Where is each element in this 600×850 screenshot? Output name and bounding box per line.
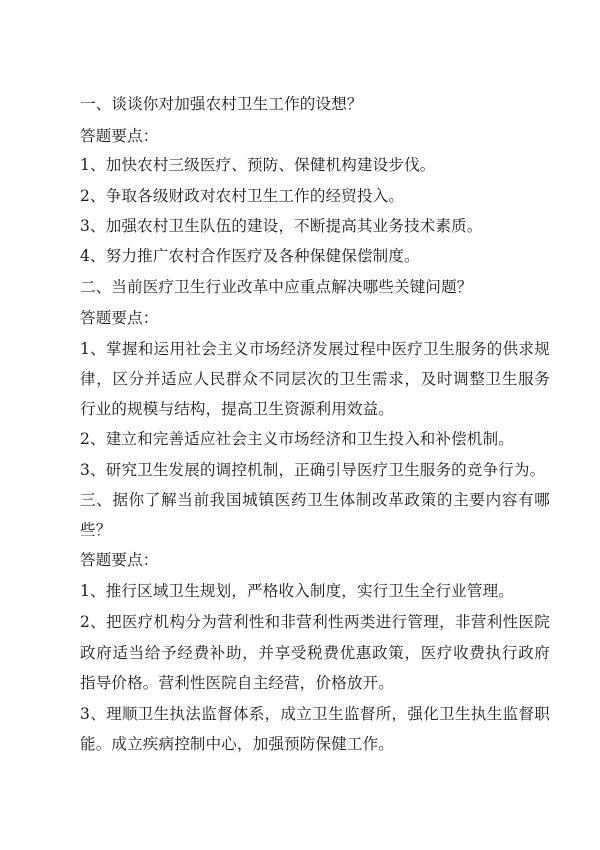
question-3-title-line-1: 三、据你了解当前我国城镇医药卫生体制改革政策的主要内容有哪 (80, 491, 550, 509)
question-3-answer-label: 答题要点： (80, 551, 159, 569)
question-1-point-1: 1、加快农村三级医疗、预防、保健机构建设步伐。 (80, 156, 436, 174)
question-1-title: 一、谈谈你对加强农村卫生工作的设想？ (80, 95, 363, 113)
question-1-point-4: 4、努力推广农村合作医疗及各种保健保偿制度。 (80, 247, 420, 265)
question-2-point-1-line-1: 1、掌握和运用社会主义市场经济发展过程中医疗卫生服务的供求规 (80, 340, 550, 358)
question-2-point-2: 2、建立和完善适应社会主义市场经济和卫生投入和补偿机制。 (80, 430, 514, 448)
question-3-point-1: 1、推行区域卫生规划，严格收入制度，实行卫生全行业管理。 (80, 582, 514, 600)
question-3-title-line-2: 些？ (80, 521, 112, 539)
question-3-point-3-line-2: 能。成立疾病控制中心，加强预防保健工作。 (80, 735, 395, 753)
question-3-point-2-line-2: 政府适当给予经费补助，并享受税费优惠政策，医疗收费执行政府 (80, 644, 550, 662)
question-1-point-2: 2、争取各级财政对农村卫生工作的经贸投入。 (80, 187, 405, 205)
question-2-point-1-line-3: 行业的规模与结构，提高卫生资源利用效益。 (80, 400, 395, 418)
question-1-point-3: 3、加强农村卫生队伍的建设，不断提高其业务技术素质。 (80, 217, 483, 235)
question-2-answer-label: 答题要点： (80, 309, 159, 327)
question-3-point-2-line-3: 指导价格。营利性医院自主经营，价格放开。 (80, 674, 395, 692)
question-3-point-2-line-1: 2、把医疗机构分为营利性和非营利性两类进行管理，非营利性医院 (80, 613, 550, 631)
question-1-answer-label: 答题要点： (80, 127, 159, 145)
question-2-point-1-line-2: 律，区分并适应人民群众不同层次的卫生需求，及时调整卫生服务 (80, 370, 550, 388)
question-2-title: 二、当前医疗卫生行业改革中应重点解决哪些关键问题？ (80, 278, 473, 296)
question-3-point-3-line-1: 3、理顺卫生执法监督体系，成立卫生监督所，强化卫生执生监督职 (80, 705, 550, 723)
question-2-point-3: 3、研究卫生发展的调控机制，正确引导医疗卫生服务的竞争行为。 (80, 461, 546, 479)
